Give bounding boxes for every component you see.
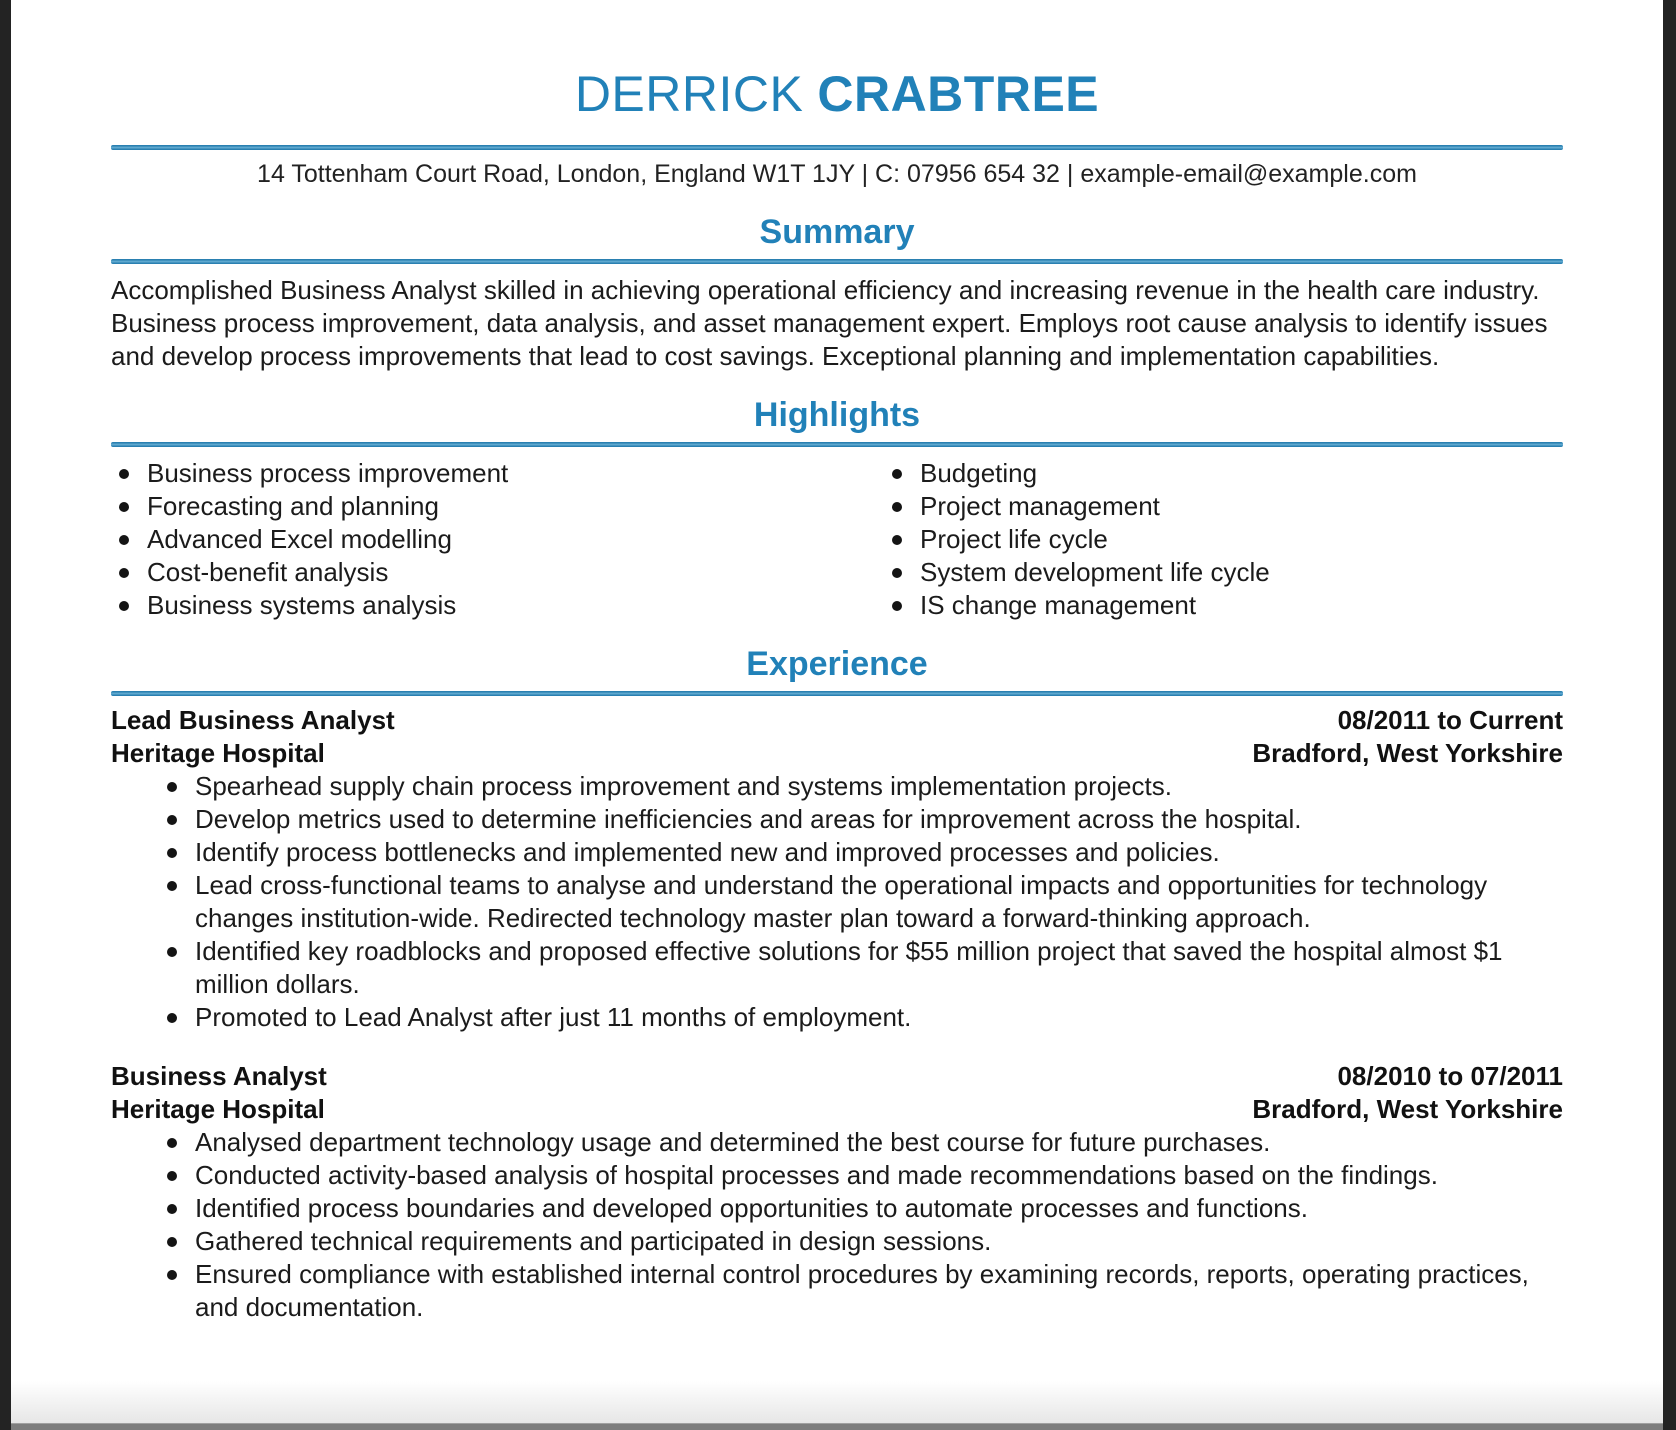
list-item: Business systems analysis: [111, 589, 884, 622]
list-item: Identified process boundaries and developed opportunities to automate processes and functions.: [159, 1192, 1563, 1225]
summary-text: Accomplished Business Analyst skilled in achieving operational efficiency and increasing revenue in the health care industry. Business process improvement, data analysis, and asset management expert. Employs root cause analysis to identify issues and develop process improvements that lead to cost savings. Exceptional planning and implementation capabilities.: [111, 275, 1548, 371]
job-dates: 08/2010 to 07/2011: [1337, 1061, 1563, 1091]
list-item: Project management: [884, 490, 1563, 523]
job-location: Bradford, West Yorkshire: [1252, 1094, 1563, 1124]
experience-divider: [111, 691, 1563, 696]
job-entry: [111, 704, 1563, 1034]
window-frame-left: [0, 0, 11, 1430]
job-entry: [111, 1060, 1563, 1324]
job-header-row: [111, 1060, 1563, 1093]
list-item: Advanced Excel modelling: [111, 523, 884, 556]
resume-page: [11, 0, 1663, 1430]
list-item: Cost-benefit analysis: [111, 556, 884, 589]
highlights-list-left: [111, 457, 884, 622]
job-title: Lead Business Analyst: [111, 705, 395, 735]
experience-heading: Experience: [746, 645, 928, 683]
list-item: System development life cycle: [884, 556, 1563, 589]
highlights-list-right: [884, 457, 1563, 622]
list-item: Develop metrics used to determine inefficiencies and areas for improvement across the hospital.: [159, 803, 1563, 836]
highlights-divider: [111, 442, 1563, 447]
person-name: [111, 64, 1563, 124]
highlights-heading: Highlights: [753, 396, 921, 434]
person-last-name: CRABTREE: [817, 66, 1100, 122]
list-item: Promoted to Lead Analyst after just 11 months of employment.: [159, 1001, 1563, 1034]
list-item: IS change management: [884, 589, 1563, 622]
list-item: Identified key roadblocks and proposed effective solutions for $55 million project that saved the hospital almost $1 million dollars.: [159, 935, 1563, 1001]
window-bottom-bar[interactable]: [11, 1423, 1663, 1430]
list-item: Project life cycle: [884, 523, 1563, 556]
list-item: Budgeting: [884, 457, 1563, 490]
summary-divider: [111, 259, 1563, 264]
job-bullet-list: [111, 770, 1563, 1034]
job-title: Business Analyst: [111, 1061, 327, 1091]
person-first-name: DERRICK: [574, 66, 804, 122]
list-item: Business process improvement: [111, 457, 884, 490]
list-item: Forecasting and planning: [111, 490, 884, 523]
window-frame-right: [1663, 0, 1676, 1430]
job-subheader-row: [111, 737, 1563, 770]
job-subheader-row: [111, 1093, 1563, 1126]
list-item: Lead cross-functional teams to analyse and understand the operational impacts and opportunities for technology changes institution-wide. Redirected technology master plan toward a forward-thinking approach.: [159, 869, 1563, 935]
list-item: Gathered technical requirements and participated in design sessions.: [159, 1225, 1563, 1258]
highlights-columns: [111, 457, 1563, 622]
list-item: Identify process bottlenecks and implemented new and improved processes and policies.: [159, 836, 1563, 869]
job-employer: Heritage Hospital: [111, 738, 325, 768]
job-dates: 08/2011 to Current: [1337, 705, 1563, 735]
job-location: Bradford, West Yorkshire: [1252, 738, 1563, 768]
list-item: Spearhead supply chain process improvement and systems implementation projects.: [159, 770, 1563, 803]
job-bullet-list: [111, 1126, 1563, 1324]
job-header-row: [111, 704, 1563, 737]
contact-line: 14 Tottenham Court Road, London, England W1T 1JY | C: 07956 654 32 | example-email@example.com: [257, 160, 1417, 188]
list-item: Analysed department technology usage and determined the best course for future purchases.: [159, 1126, 1563, 1159]
list-item: Ensured compliance with established internal control procedures by examining records, reports, operating practices, and documentation.: [159, 1258, 1563, 1324]
job-employer: Heritage Hospital: [111, 1094, 325, 1124]
list-item: Conducted activity-based analysis of hospital processes and made recommendations based on the findings.: [159, 1159, 1563, 1192]
header-divider: [111, 145, 1563, 150]
summary-heading: Summary: [759, 213, 915, 251]
